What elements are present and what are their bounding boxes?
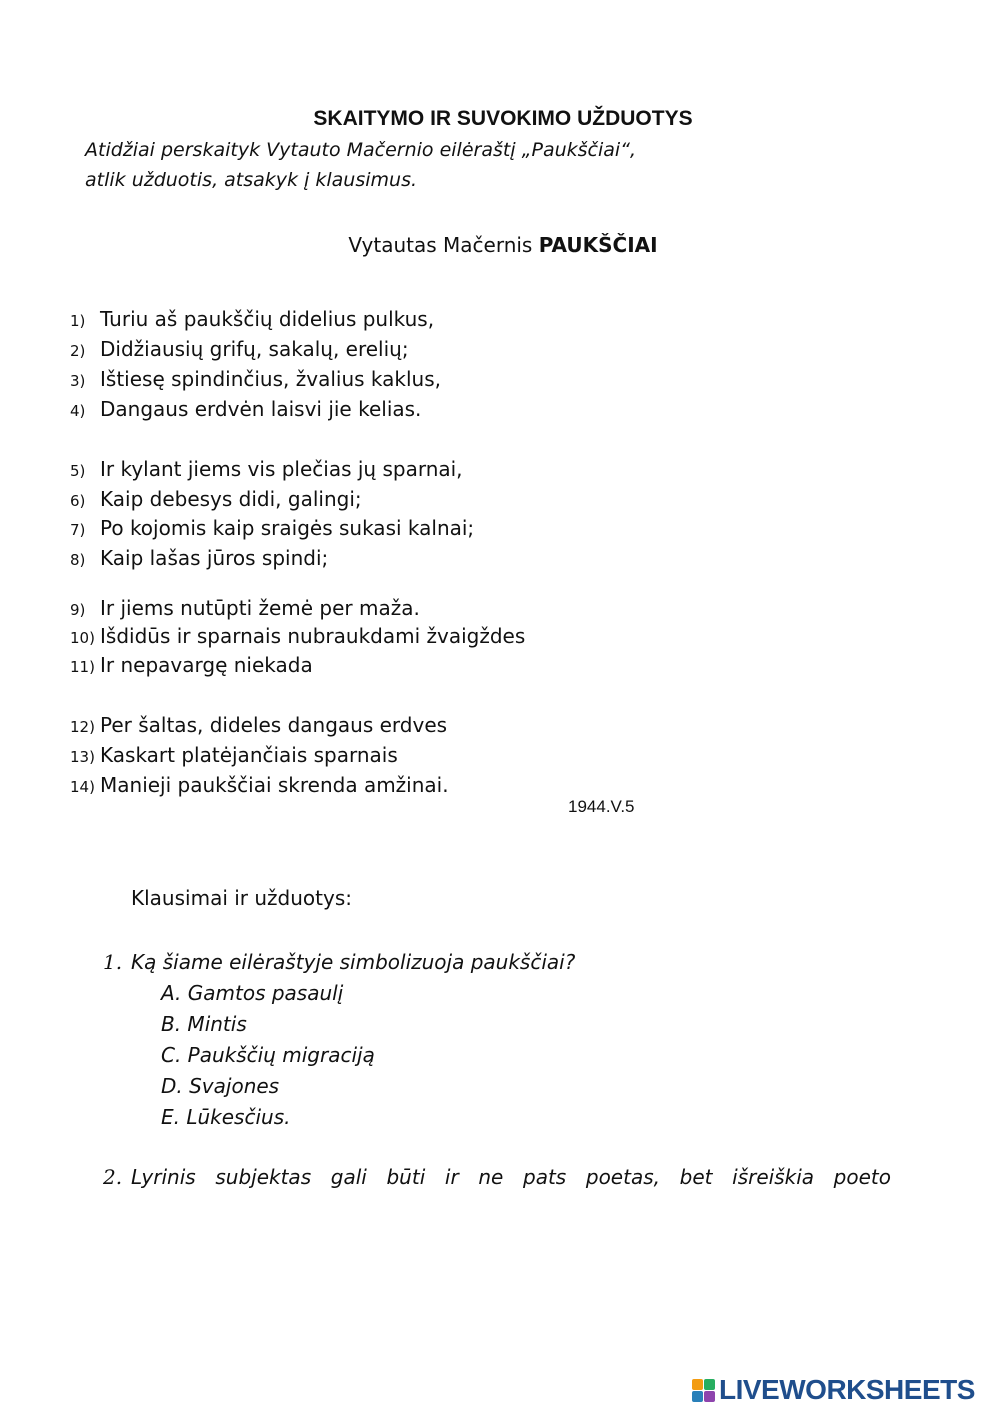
- liveworksheets-logo: [692, 1375, 975, 1405]
- answer-option-e[interactable]: E. Lūkesčius.: [161, 1105, 291, 1129]
- poem-line: [70, 457, 463, 487]
- line-text: Per šaltas, dideles dangaus erdves: [100, 713, 448, 737]
- logo-badge-icon: [692, 1379, 715, 1402]
- question-text: Lyrinis subjektas gali būti ir ne pats poetas, bet išreiškia poeto: [131, 1165, 891, 1189]
- questions-heading: Klausimai ir užduotys:: [131, 886, 352, 910]
- question-1: [103, 950, 575, 974]
- answer-option-c[interactable]: C. Paukščių migraciją: [161, 1043, 375, 1067]
- line-text: Manieji paukščiai skrenda amžinai.: [100, 773, 449, 797]
- answer-option-d[interactable]: D. Svajones: [161, 1074, 280, 1098]
- line-number: 11): [70, 658, 95, 676]
- poem-date: 1944.V.5: [568, 797, 635, 816]
- line-text: Ir kylant jiems vis plečias jų sparnai,: [100, 457, 463, 481]
- line-text: Ir nepavargę niekada: [100, 653, 313, 677]
- logo-text: LIVEWORKSHEETS: [719, 1374, 975, 1405]
- line-text: Dangaus erdvėn laisvi jie kelias.: [100, 397, 422, 421]
- poem-line: [70, 546, 328, 576]
- line-number: 6): [70, 492, 86, 510]
- line-text: Kaip lašas jūros spindi;: [100, 546, 329, 570]
- poem-line: [70, 397, 421, 427]
- poem-line: [70, 337, 409, 367]
- line-text: Ištiesę spindinčius, žvalius kaklus,: [100, 367, 441, 391]
- line-text: Ir jiems nutūpti žemė per maža.: [100, 596, 420, 620]
- line-number: 14): [70, 778, 95, 796]
- line-number: 5): [70, 462, 86, 480]
- line-text: Po kojomis kaip sraigės sukasi kalnai;: [100, 516, 475, 540]
- poem-line: [70, 596, 420, 626]
- poem-line: [70, 307, 434, 337]
- poem-line: [70, 516, 474, 546]
- line-number: 12): [70, 718, 95, 736]
- question-2: [103, 1165, 893, 1189]
- line-number: 4): [70, 402, 86, 420]
- poem-line: [70, 653, 313, 683]
- line-number: 9): [70, 601, 86, 619]
- line-number: 7): [70, 521, 86, 539]
- question-number: 2.: [103, 1165, 123, 1189]
- intro-line-1: Atidžiai perskaityk Vytauto Mačernio eilėraštį „Paukščiai“,: [85, 139, 637, 161]
- answer-option-a[interactable]: A. Gamtos pasaulį: [161, 981, 344, 1005]
- poem-line: [70, 487, 362, 517]
- line-number: 10): [70, 629, 95, 647]
- line-text: Išdidūs ir sparnais nubraukdami žvaigždes: [100, 624, 526, 648]
- line-text: Turiu aš paukščių didelius pulkus,: [100, 307, 435, 331]
- poem-title: PAUKŠČIAI: [538, 233, 658, 257]
- line-number: 1): [70, 312, 86, 330]
- line-number: 13): [70, 748, 95, 766]
- line-text: Didžiausių grifų, sakalų, erelių;: [100, 337, 409, 361]
- page-title: SKAITYMO IR SUVOKIMO UŽDUOTYS: [313, 107, 693, 130]
- question-text: Ką šiame eilėraštyje simbolizuoja paukščiai?: [131, 950, 576, 974]
- line-number: 2): [70, 342, 86, 360]
- answer-option-b[interactable]: B. Mintis: [161, 1012, 247, 1036]
- poem-line: [70, 624, 525, 654]
- line-number: 3): [70, 372, 86, 390]
- poem-line: [70, 367, 441, 397]
- poem-heading: [0, 233, 999, 257]
- line-number: 8): [70, 551, 86, 569]
- poem-line: [70, 713, 447, 743]
- line-text: Kaip debesys didi, galingi;: [100, 487, 362, 511]
- poem-author: Vytautas Mačernis: [348, 233, 533, 257]
- poem-line: [70, 773, 449, 803]
- question-number: 1.: [103, 950, 123, 974]
- line-text: Kaskart platėjančiais sparnais: [100, 743, 398, 767]
- intro-line-2: atlik užduotis, atsakyk į klausimus.: [85, 169, 418, 191]
- poem-line: [70, 743, 398, 773]
